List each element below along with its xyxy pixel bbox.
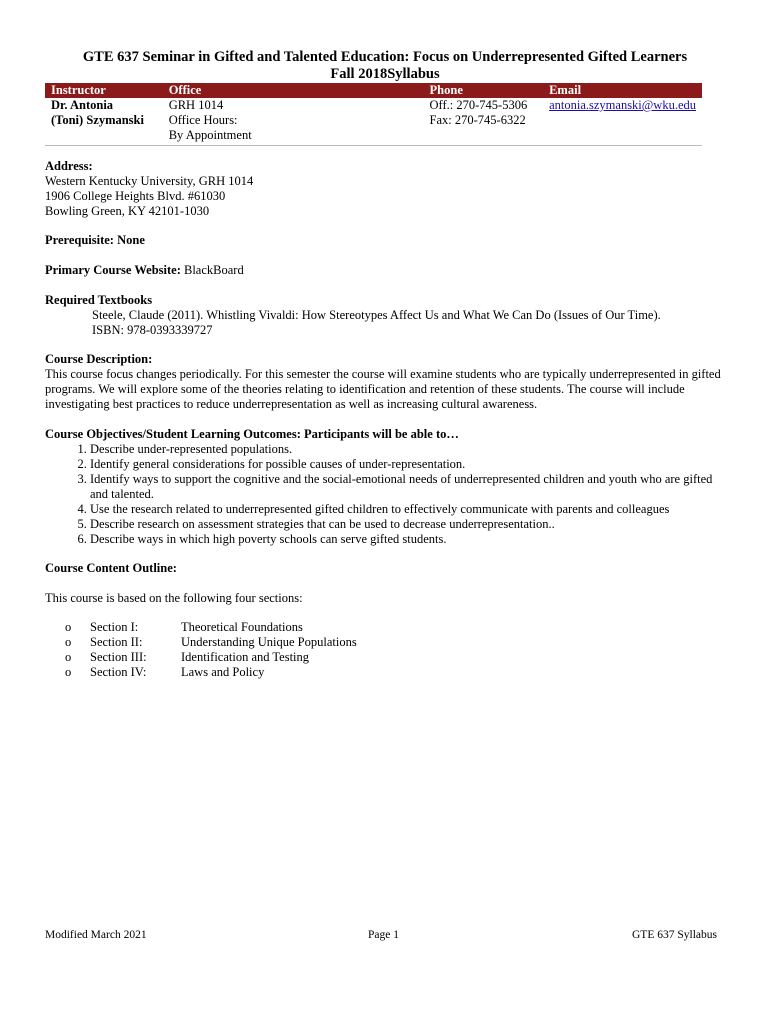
title-line-1: GTE 637 Seminar in Gifted and Talented Education: Focus on Underrepresented Gifted Learners xyxy=(82,49,688,65)
section-topic: Understanding Unique Populations xyxy=(181,635,357,649)
email-cell xyxy=(543,98,702,146)
objective-item: 2. Identify general considerations for possible causes of under-representation. xyxy=(90,457,725,472)
section-name: Section II: xyxy=(90,635,143,649)
list-item xyxy=(65,635,357,650)
objective-item: 1. Describe under-represented populations. xyxy=(90,442,725,457)
outline-sections xyxy=(65,620,357,680)
list-item xyxy=(65,620,357,635)
bullet-marker: o xyxy=(65,650,72,664)
description-text: This course focus changes periodically. For this semester the course will examine students who are typically underrepresented in gifted programs. We will explore some of the theories relating to identification and retention of these students. The course will include investigating best practices to reduce underrepresentation as well as increasing cultural awareness. xyxy=(45,367,721,411)
objectives-list xyxy=(45,442,725,547)
address-line-2: 1906 College Heights Blvd. #61030 xyxy=(45,189,226,203)
instructor-cell xyxy=(45,98,163,146)
header-phone: Phone xyxy=(424,83,544,98)
website-label: Primary Course Website: xyxy=(45,263,181,277)
contact-table-header xyxy=(45,83,702,98)
objectives-label: Course Objectives/Student Learning Outcomes: Participants will be able to… xyxy=(45,427,459,441)
outline-label: Course Content Outline: xyxy=(45,561,177,575)
title-line-2: Fall 2018Syllabus xyxy=(330,66,440,82)
header-email: Email xyxy=(543,83,702,98)
bullet-marker: o xyxy=(65,635,72,649)
document-title xyxy=(40,49,730,83)
bullet-marker: o xyxy=(65,620,72,634)
footer-course: GTE 637 Syllabus xyxy=(632,929,717,941)
outline-intro: This course is based on the following four sections: xyxy=(45,591,303,605)
phone-cell xyxy=(424,98,544,146)
description-label: Course Description: xyxy=(45,352,153,366)
textbook-citation: Steele, Claude (2011). Whistling Vivaldi: How Stereotypes Affect Us and What We Can Do (Issues of Our Time). xyxy=(92,308,661,322)
prerequisite-value: None xyxy=(117,233,145,247)
objective-item: 5. Describe research on assessment strategies that can be used to decrease underrepresentation.. xyxy=(90,517,725,532)
section-topic: Theoretical Foundations xyxy=(181,620,303,634)
contact-table-row xyxy=(45,98,702,146)
textbooks-label: Required Textbooks xyxy=(45,293,153,307)
email-link[interactable]: antonia.szymanski@wku.edu xyxy=(549,98,696,112)
list-item xyxy=(65,665,357,680)
footer-page-number: Page 1 xyxy=(368,929,399,941)
instructor-name-line-1: Dr. Antonia xyxy=(51,98,114,112)
objective-item: 3. Identify ways to support the cognitive and the social-emotional needs of underrepresented children and youth who are gifted and talented. xyxy=(90,472,725,502)
textbooks-block xyxy=(45,293,725,338)
objectives-block xyxy=(45,427,725,547)
section-topic: Identification and Testing xyxy=(181,650,310,664)
office-cell xyxy=(163,98,424,146)
header-instructor: Instructor xyxy=(45,83,163,98)
address-block xyxy=(45,159,725,219)
website-line xyxy=(45,263,725,278)
office-hours-value: By Appointment xyxy=(168,128,252,142)
instructor-name-line-2: (Toni) Szymanski xyxy=(51,113,144,127)
address-label: Address: xyxy=(45,159,93,173)
office-phone: Off.: 270-745-5306 xyxy=(429,98,528,112)
website-value: BlackBoard xyxy=(183,263,244,277)
bullet-marker: o xyxy=(65,665,72,679)
description-block xyxy=(45,352,725,412)
list-item xyxy=(65,650,357,665)
section-name: Section IV: xyxy=(90,665,147,679)
office-room: GRH 1014 xyxy=(168,98,224,112)
section-topic: Laws and Policy xyxy=(181,665,265,679)
contact-table xyxy=(45,83,702,146)
header-office: Office xyxy=(163,83,424,98)
objective-item: 4. Use the research related to underrepresented gifted children to effectively communicate with parents and colleagues xyxy=(90,502,725,517)
section-name: Section I: xyxy=(90,620,139,634)
footer-modified: Modified March 2021 xyxy=(45,929,147,941)
prerequisite-label: Prerequisite: xyxy=(45,233,114,247)
address-line-1: Western Kentucky University, GRH 1014 xyxy=(45,174,254,188)
objective-item: 6. Describe ways in which high poverty schools can serve gifted students. xyxy=(90,532,725,547)
textbook-isbn: ISBN: 978-0393339727 xyxy=(92,323,213,337)
fax-number: Fax: 270-745-6322 xyxy=(429,113,526,127)
address-line-3: Bowling Green, KY 42101-1030 xyxy=(45,204,210,218)
office-hours-label: Office Hours: xyxy=(168,113,238,127)
prerequisite-line xyxy=(45,233,725,248)
section-name: Section III: xyxy=(90,650,147,664)
